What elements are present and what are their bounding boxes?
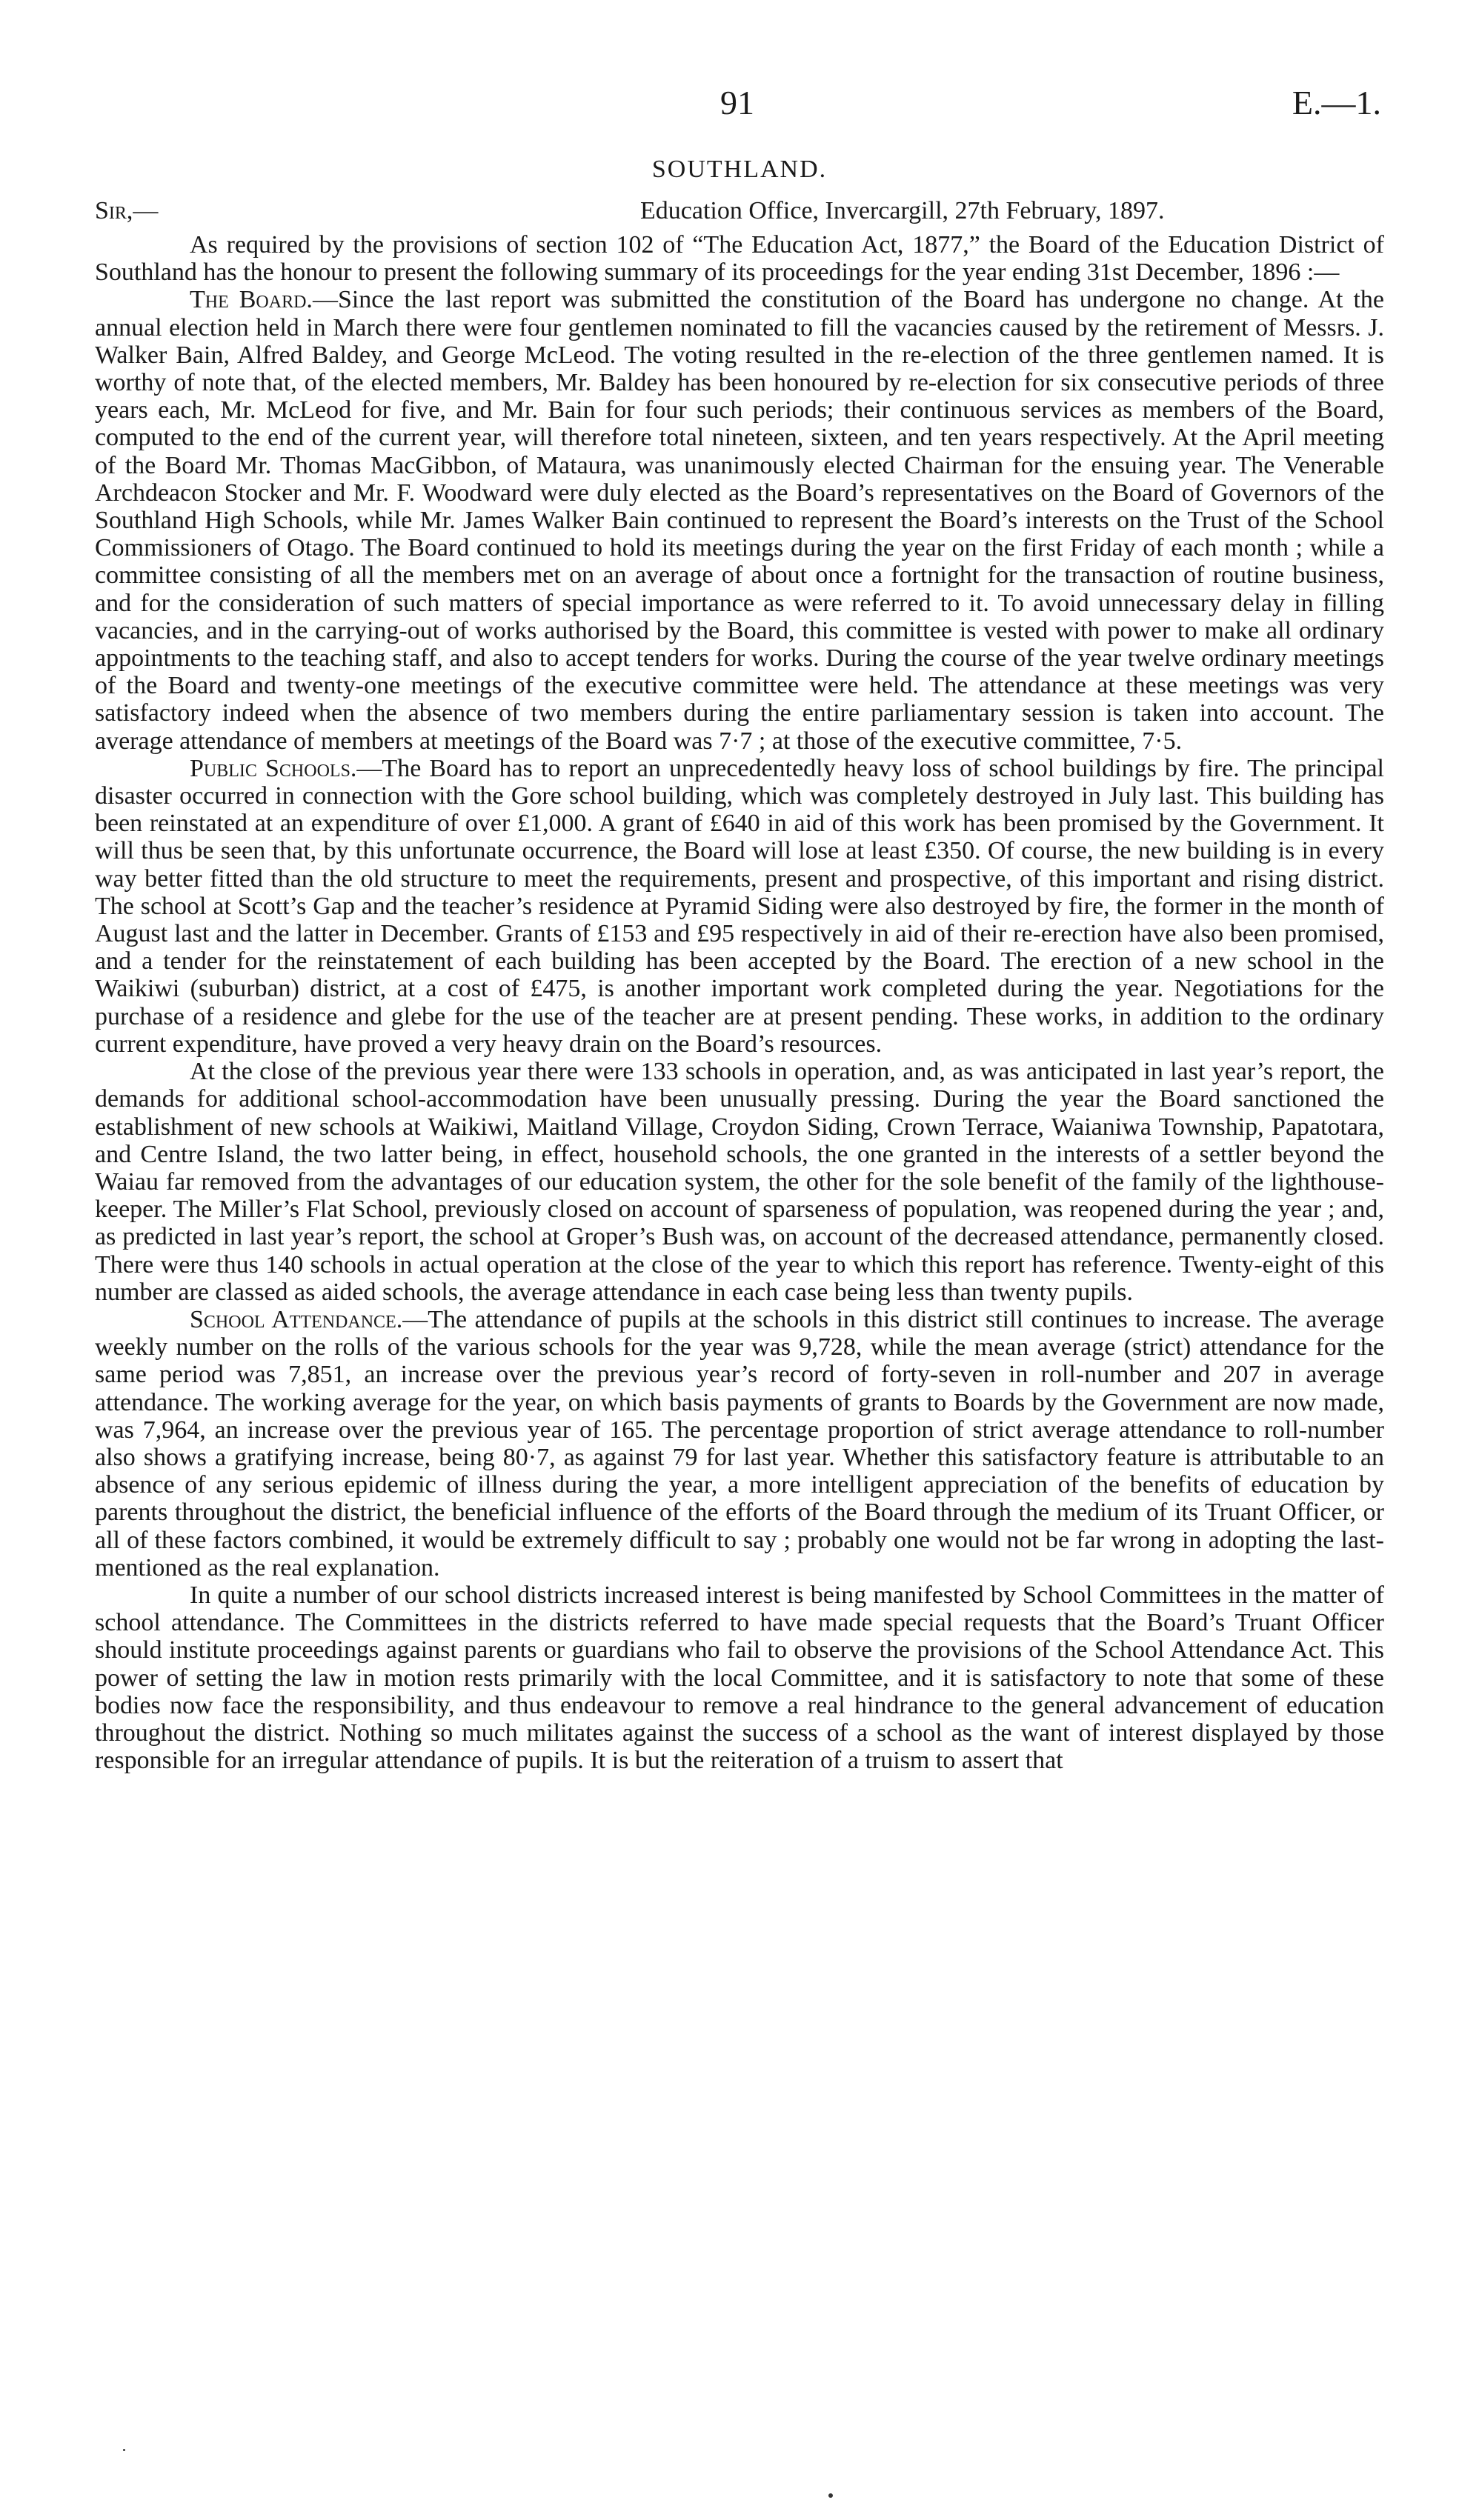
page-number: 91 (720, 84, 754, 121)
page-header (0, 83, 1479, 127)
paragraph-schools-in-operation (95, 1058, 1384, 1306)
paragraph-text: At the close of the previous year there were 133 schools in operation, and, as was anticipated in last year’s report, the demands for additional school-accommodation have been unusually pressing. During the year the Board sanctioned the establishment of new schools at Waikiwi, Maitland Village, Croydon Siding, Crown Terrace, Waianiwa Township, Papatotara, and Centre Island, the two latter being, in effect, household schools, the one granted in the interests of a settler beyond the Waiau far removed from the advantages of our education system, the other for the sole benefit of the family of the lighthouse-keeper. The Miller’s Flat School, previously closed on account of sparseness of population, was reopened during the year ; and, as predicted in last year’s report, the school at Groper’s Bush was, on account of the decreased attendance, permanently closed. There were thus 140 schools in actual operation at the close of the year to which this report has reference. Twenty-eight of this number are classed as aided schools, the average attendance in each case being less than twenty pupils. (95, 1058, 1384, 1306)
salutation: Sir,— (95, 197, 159, 224)
section-title: SOUTHLAND. (651, 156, 828, 183)
scan-speck-mark (828, 2493, 833, 2498)
report-body (95, 231, 1384, 1774)
section-heading-school-attendance: School Attendance. (190, 1305, 403, 1333)
paragraph-text: —Since the last report was submitted the constitution of the Board has undergone no change. At the annual election held in March there were four gentlemen nominated to fill the vacancies caused by the retirement of Messrs. J. Walker Bain, Alfred Baldey, and George McLeod. The voting resulted in the re-election of the three gentlemen named. It is worthy of note that, of the elected members, Mr. Baldey has been honoured by re-election for six consecutive periods of three years each, Mr. McLeod for five, and Mr. Bain for four such periods; their continuous services as members of the Board, computed to the end of the current year, will therefore total nineteen, sixteen, and ten years respectively. At the April meeting of the Board Mr. Thomas MacGibbon, of Mataura, was unanimously elected Chairman for the ensuing year. The Venerable Archdeacon Stocker and Mr. F. Woodward were duly elected as the Board’s representatives on the Board of Governors of the Southland High Schools, while Mr. James Walker Bain continued to represent the Board’s interests on the Trust of the School Commissioners of Otago. The Board continued to hold its meetings during the year on the first Friday of each month ; while a committee consisting of all the members met on an average of about once a fortnight for the transaction of routine business, and for the consideration of such matters of special importance as were referred to it. To avoid unnecessary delay in filling vacancies, and in the carrying-out of works authorised by the Board, this committee is vested with power to make all ordinary appointments to the teaching staff, and also to accept tenders for works. During the course of the year twelve ordinary meetings of the Board and twenty-one meetings of the executive committee were held. The attendance at these meetings was very satisfactory indeed when the absence of two members during the entire parliamentary session is taken into account. The average attendance of members at meetings of the Board was 7·7 ; at those of the executive committee, 7·5. (95, 286, 1384, 755)
letter-address: Education Office, Invercargill, 27th February, 1897. (640, 197, 1165, 224)
paragraph-text: —The Board has to report an unprecedentedly heavy loss of school buildings by fire. The principal disaster occurred in connection with the Gore school building, which was completely destroyed in July last. This building has been reinstated at an expenditure of over £1,000. A grant of £640 in aid of this work has been promised by the Government. It will thus be seen that, by this unfortunate occurrence, the Board will lose at least £350. Of course, the new building is in every way better fitted than the old structure to meet the requirements, present and prospective, of this important and rising district. The school at Scott’s Gap and the teacher’s residence at Pyramid Siding were also destroyed by fire, the former in the month of August last and the latter in December. Grants of £153 and £95 respectively in aid of their re-erection have also been promised, and a tender for the reinstatement of each building has been accepted by the Board. The erection of a new school in the Waikiwi (suburban) district, at a cost of £475, is another important work completed during the year. Negotiations for the purchase of a residence and glebe for the use of the teacher are at present pending. These works, in addition to the ordinary current expenditure, have proved a very heavy drain on the Board’s resources. (95, 754, 1384, 1058)
paragraph-text: —The attendance of pupils at the schools in this district still continues to increase. The average weekly number on the rolls of the various schools for the year was 9,728, while the mean average (strict) attendance for the same period was 7,851, an increase over the previous year’s record of forty-seven in roll-number and 207 in average attendance. The working average for the year, on which basis payments of grants to Boards by the Government are now made, was 7,964, an increase over the previous year of 165. The percentage proportion of strict average attendance to roll-number also shows a gratifying increase, being 80·7, as against 79 for last year. Whether this satisfactory feature is attributable to an absence of any serious epidemic of illness during the year, a more intelligent appreciation of the benefits of education by parents throughout the district, the beneficial influence of the efforts of the Board through the medium of its Truant Officer, or all of these factors combined, it would be extremely difficult to say ; probably one would not be far wrong in adopting the last-mentioned as the real explanation. (95, 1305, 1384, 1581)
paragraph-school-attendance (95, 1306, 1384, 1581)
scan-speck-mark (123, 2449, 125, 2451)
section-heading-public-schools: Public Schools. (190, 754, 357, 782)
paragraph-public-schools (95, 755, 1384, 1058)
paragraph-the-board (95, 286, 1384, 754)
salutation-line (95, 197, 1384, 231)
paragraph-school-committees (95, 1581, 1384, 1774)
paragraph-intro (95, 231, 1384, 286)
series-code: E.—1. (1292, 84, 1381, 121)
section-heading-the-board: The Board. (190, 286, 313, 314)
paragraph-text: As required by the provisions of section 102 of “The Education Act, 1877,” the Board of the Education District of Southland has the honour to present the following summary of its proceedings for the year ending 31st December, 1896 :— (95, 231, 1384, 287)
paragraph-text: In quite a number of our school districts increased interest is being manifested by School Committees in the matter of school attendance. The Committees in the districts referred to have made special requests that the Board’s Truant Officer should institute proceedings against parents or guardians who fail to observe the provisions of the School Attendance Act. This power of setting the law in motion rests primarily with the local Committee, and it is satisfactory to note that some of these bodies now face the responsibility, and thus endeavour to remove a real hindrance to the general advancement of education throughout the district. Nothing so much militates against the success of a school as the want of interest displayed by those responsible for an irregular attendance of pupils. It is but the reiteration of a truism to assert that (95, 1581, 1384, 1775)
